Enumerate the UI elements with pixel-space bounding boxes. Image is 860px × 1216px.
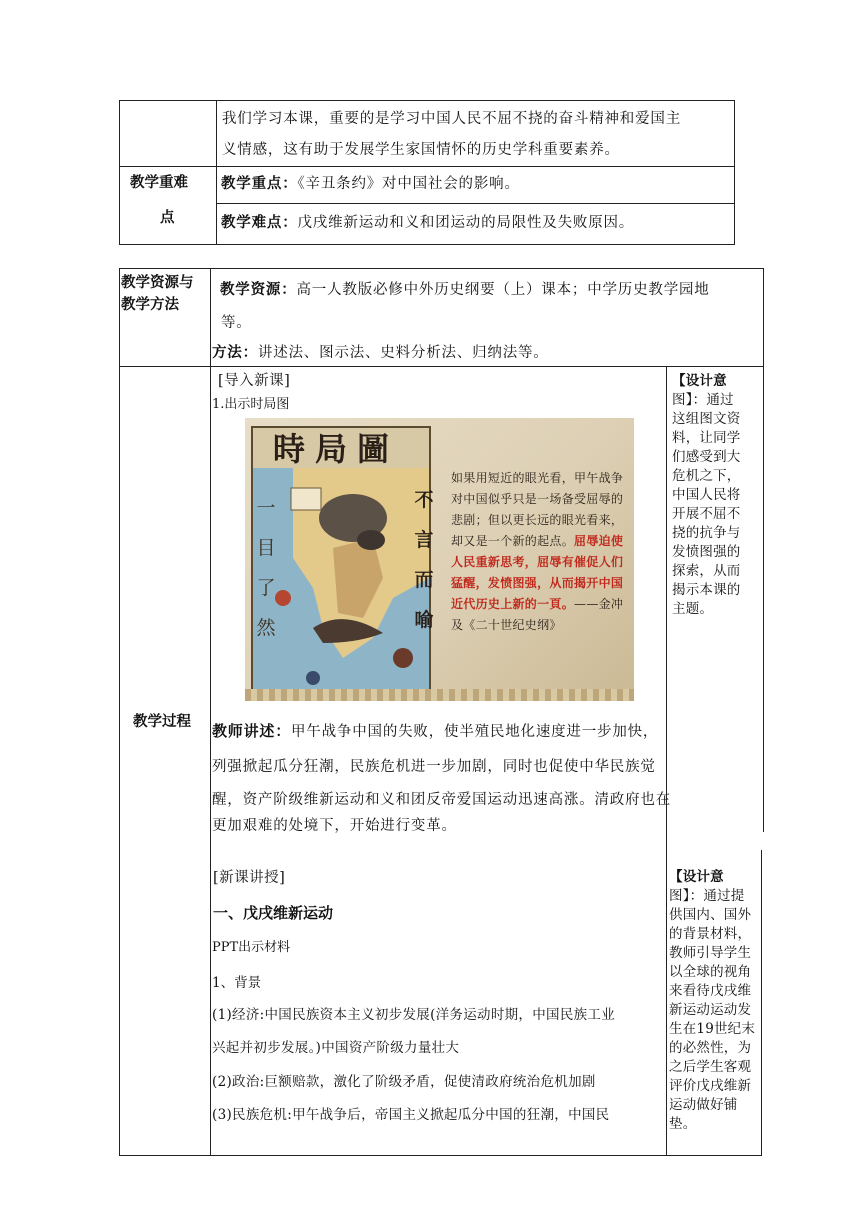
- poster-border: [245, 689, 634, 701]
- design2-line: 图】：通过提: [669, 888, 745, 904]
- quote-normal: 如果用短近的眼光看，甲午战争对中国似乎只是一场备受屈辱的悲剧；但以更长远的眼光看来，却又是一个新的起点。: [451, 471, 624, 548]
- econ-line-2: 兴起并初步发展。)中国资产阶级力量壮大: [212, 1040, 460, 1056]
- poster-quote: [451, 468, 627, 636]
- design1-line: 揭示本课的: [672, 582, 741, 598]
- intro-heading: [导入新课]: [218, 373, 291, 389]
- design1-line: 危机之下，: [672, 468, 741, 484]
- design1-line: 料，让同学: [672, 430, 741, 446]
- quote-red: 屈辱迫使人民重新思考，屈辱有催促人们猛醒，发愤图强，从而揭开中国近代历史上新的一頁。: [451, 534, 624, 611]
- resource-label-line-1: 教学资源与: [121, 275, 194, 291]
- new-lesson-heading: [新课讲授]: [213, 870, 286, 886]
- design2-line: 新运动运动发: [669, 1002, 752, 1018]
- resource-line-1: [220, 276, 710, 305]
- focus-label-line-1: 教学重难: [130, 175, 188, 191]
- key-point: [221, 170, 520, 199]
- section-1-title: 一、戊戌维新运动: [213, 904, 334, 922]
- shiju-map-poster: [245, 418, 634, 701]
- econ-line-1: (1)经济:中国民族资本主义初步发展(洋务运动时期，中国民族工业: [212, 1007, 616, 1023]
- process-label: 教学过程: [133, 714, 191, 730]
- design1-line: 【设计意: [672, 373, 727, 389]
- resource-line-2: 等。: [221, 315, 252, 331]
- resource-title: 教学资源：: [220, 282, 297, 298]
- design2-line: 垫。: [669, 1116, 697, 1132]
- design2-line: 评价戊戌维新: [669, 1078, 752, 1094]
- design2-line: 供国内、国外: [669, 907, 752, 923]
- design1-line: 探索，从而: [672, 563, 741, 579]
- intro-text-line-2: 义情感，这有助于发展学生家国情怀的历史学科重要素养。: [222, 142, 620, 158]
- left-char-3: 了: [256, 577, 276, 599]
- design2-line: 来看待戊戌维: [669, 983, 752, 999]
- politics-line: (2)政治:巨额赔款，激化了阶级矛盾，促使清政府统治危机加剧: [212, 1074, 596, 1090]
- quote-source: ——金冲及《二十世纪史纲》: [451, 597, 624, 632]
- design2-line: 之后学生客观: [669, 1059, 752, 1075]
- right-char-3: 而: [414, 569, 434, 591]
- focus-label-line-2: 点: [160, 210, 175, 226]
- left-char-4: 然: [256, 617, 276, 639]
- resource-label-line-2: 教学方法: [121, 297, 179, 313]
- right-char-1: 不: [414, 489, 434, 511]
- design1-line: 这组图文资: [672, 411, 741, 427]
- teacher-line-1: [212, 717, 658, 747]
- poster-title: 時局圖: [272, 430, 399, 468]
- background-title: 1、背景: [212, 975, 262, 991]
- design-intent-2: [669, 868, 755, 1134]
- method-text: 讲述法、图示法、史料分析法、归纳法等。: [257, 345, 549, 361]
- teacher-line-3: 醒，资产阶级维新运动和义和团反帝爱国运动迅速高涨。清政府也在: [212, 792, 671, 808]
- left-char-2: 目: [256, 537, 276, 559]
- key-point-text: 《辛丑条约》对中国社会的影响。: [297, 176, 520, 192]
- design1-line: 中国人民将: [672, 487, 741, 503]
- teacher-label: 教师讲述：: [212, 722, 292, 740]
- teacher-text-1: 甲午战争中国的失败，使半殖民地化速度进一步加快，: [291, 724, 659, 740]
- design1-line: 们感受到大: [672, 449, 741, 465]
- design2-line: 运动做好铺: [669, 1097, 738, 1113]
- left-char-1: 一: [256, 497, 276, 519]
- difficulty-point: [221, 209, 634, 238]
- intro-text-line-1: 我们学习本课，重要的是学习中国人民不屈不挠的奋斗精神和爱国主: [222, 111, 681, 127]
- design1-line: 发愤图强的: [672, 544, 741, 560]
- design1-line: 主题。: [672, 601, 714, 617]
- method-title: 方法：: [212, 345, 258, 361]
- design2-line: 教师引导学生: [669, 945, 752, 961]
- design1-line: 挠的抗争与: [672, 525, 741, 541]
- poster-right-vertical: [413, 480, 435, 640]
- resource-text: 高一人教版必修中外历史纲要（上）课本；中学历史教学园地: [296, 282, 710, 298]
- design1-line: 开展不屈不: [672, 506, 741, 522]
- design2-line: 以全球的视角: [669, 964, 752, 980]
- design2-line: 的背景材料，: [669, 926, 752, 942]
- poster-left-vertical: [255, 488, 277, 648]
- difficulty-label: 教学难点：: [221, 215, 298, 231]
- teacher-line-4: 更加艰难的处境下，开始进行变革。: [212, 818, 457, 834]
- crisis-line: (3)民族危机:甲午战争后，帝国主义掀起瓜分中国的狂潮，中国民: [212, 1107, 610, 1123]
- show-map-text: 1.出示时局图: [212, 397, 290, 412]
- design2-line: 生在19世纪末: [669, 1021, 756, 1037]
- right-char-2: 言: [414, 529, 434, 551]
- design-intent-1: [672, 372, 741, 619]
- design2-line: 的必然性，为: [669, 1040, 752, 1056]
- right-char-4: 喻: [414, 609, 434, 631]
- design2-line: 【设计意: [669, 869, 724, 885]
- ppt-note: PPT出示材料: [212, 940, 291, 955]
- design1-line: 图】：通过: [672, 392, 734, 408]
- teacher-line-2: 列强掀起瓜分狂潮，民族危机进一步加剧，同时也促使中华民族觉: [212, 759, 656, 775]
- key-point-label: 教学重点：: [221, 176, 298, 192]
- difficulty-text: 戊戌维新运动和义和团运动的局限性及失败原因。: [297, 215, 635, 231]
- method-line: [212, 339, 549, 368]
